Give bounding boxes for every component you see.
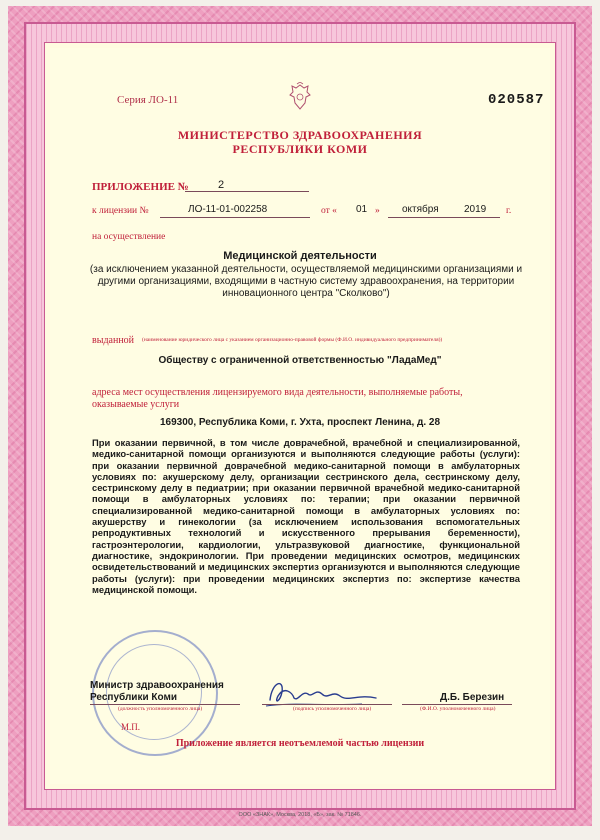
printer-imprint: ООО «ЗНАК», Москва, 2018, «Б», зак. № 71846. [238,812,362,818]
signature-underline [262,704,392,705]
appendix-number: 2 [218,179,225,191]
appendix-underline [185,191,309,192]
signer-position [90,680,224,704]
ministry-title-line2: РЕСПУБЛИКИ КОМИ [232,142,368,156]
name-hint: (Ф.И.О. уполномоченного лица) [420,706,496,712]
signer-position-line1: Министр здравоохранения [90,680,224,691]
position-hint: (должность уполномоченного лица) [118,706,203,712]
license-year-suffix: г. [506,206,512,216]
purpose-label: на осуществление [92,232,166,242]
signature-hint: (подпись уполномоченного лица) [293,706,372,712]
license-month: октября [402,204,439,215]
appendix-footer-note: Приложение является неотъемлемой частью лицензии [175,738,425,749]
signer-position-line2: Республики Коми [90,692,177,703]
seal-place-label: М.П. [121,722,141,732]
coat-of-arms-icon [287,82,313,112]
activity-note: (за исключением указанной деятельности, осуществляемой медицинскими организациями и другими организациями, входящими в частную систему здравоохранения, на территории инновационного центра "Сколково") [89,264,523,299]
license-year: 2019 [464,204,487,215]
appendix-label: ПРИЛОЖЕНИЕ № [92,181,189,193]
address-label: адреса мест осуществления лицензируемого вида деятельности, выполняемые работы, оказываемые услуги [92,387,463,410]
issued-hint: (наименование юридического лица с указанием организационно-правовой формы (Ф.И.О. индивидуального предпринимателя)) [142,337,443,343]
license-day: 01 [356,204,368,215]
position-underline [90,704,240,705]
ministry-title-line1: МИНИСТЕРСТВО ЗДРАВООХРАНЕНИЯ [177,128,423,142]
license-day-close: » [375,206,380,216]
license-date-from: от « [321,206,337,216]
activity-title: Медицинской деятельности [223,250,377,262]
name-underline [402,704,512,705]
services-text: При оказании первичной, в том числе доврачебной, врачебной и специализированной, медико-санитарной помощи организуются и выполняются следующие работы (услуги): при оказании первичной доврачебной медико-санитарной помощи в амбулаторных условиях по: акушерскому делу, организации сестринского дела, сестринскому делу, сестринскому делу в педиатрии; при оказании первичной врачебной медико-санитарной помощи в амбулаторных условиях по: терапии; при оказании первичной специализированной медико-санитарной помощи в амбулаторных условиях по: акушерству и гинекологии (за исключением использования вспомогательных репродуктивных технологий и искусственного прерывания беременности), гастроэнтерологии, кардиологии, ультразвуковой диагностике, функциональной диагностике, эндокринологии. При проведении медицинских осмотров, медицинских освидетельствований и медицинских экспертиз организуются и выполняются следующие работы (услуги): при проведении медицинских экспертиз по: экспертизе качества медицинской помощи. [92,437,520,595]
license-number-underline [160,217,310,218]
license-number: ЛО-11-01-002258 [188,204,268,215]
issued-label: выданной [92,335,135,346]
address-value: 169300, Республика Коми, г. Ухта, проспект Ленина, д. 28 [159,417,441,428]
series-label: Серия ЛО-11 [117,94,179,106]
license-date-underline [388,217,500,218]
company-name: Обществу с ограниченной ответственностью "ЛадаМед" [158,355,442,366]
license-prefix: к лицензии № [92,206,149,216]
signer-name: Д.Б. Березин [440,692,505,703]
form-number: 020587 [488,92,545,108]
